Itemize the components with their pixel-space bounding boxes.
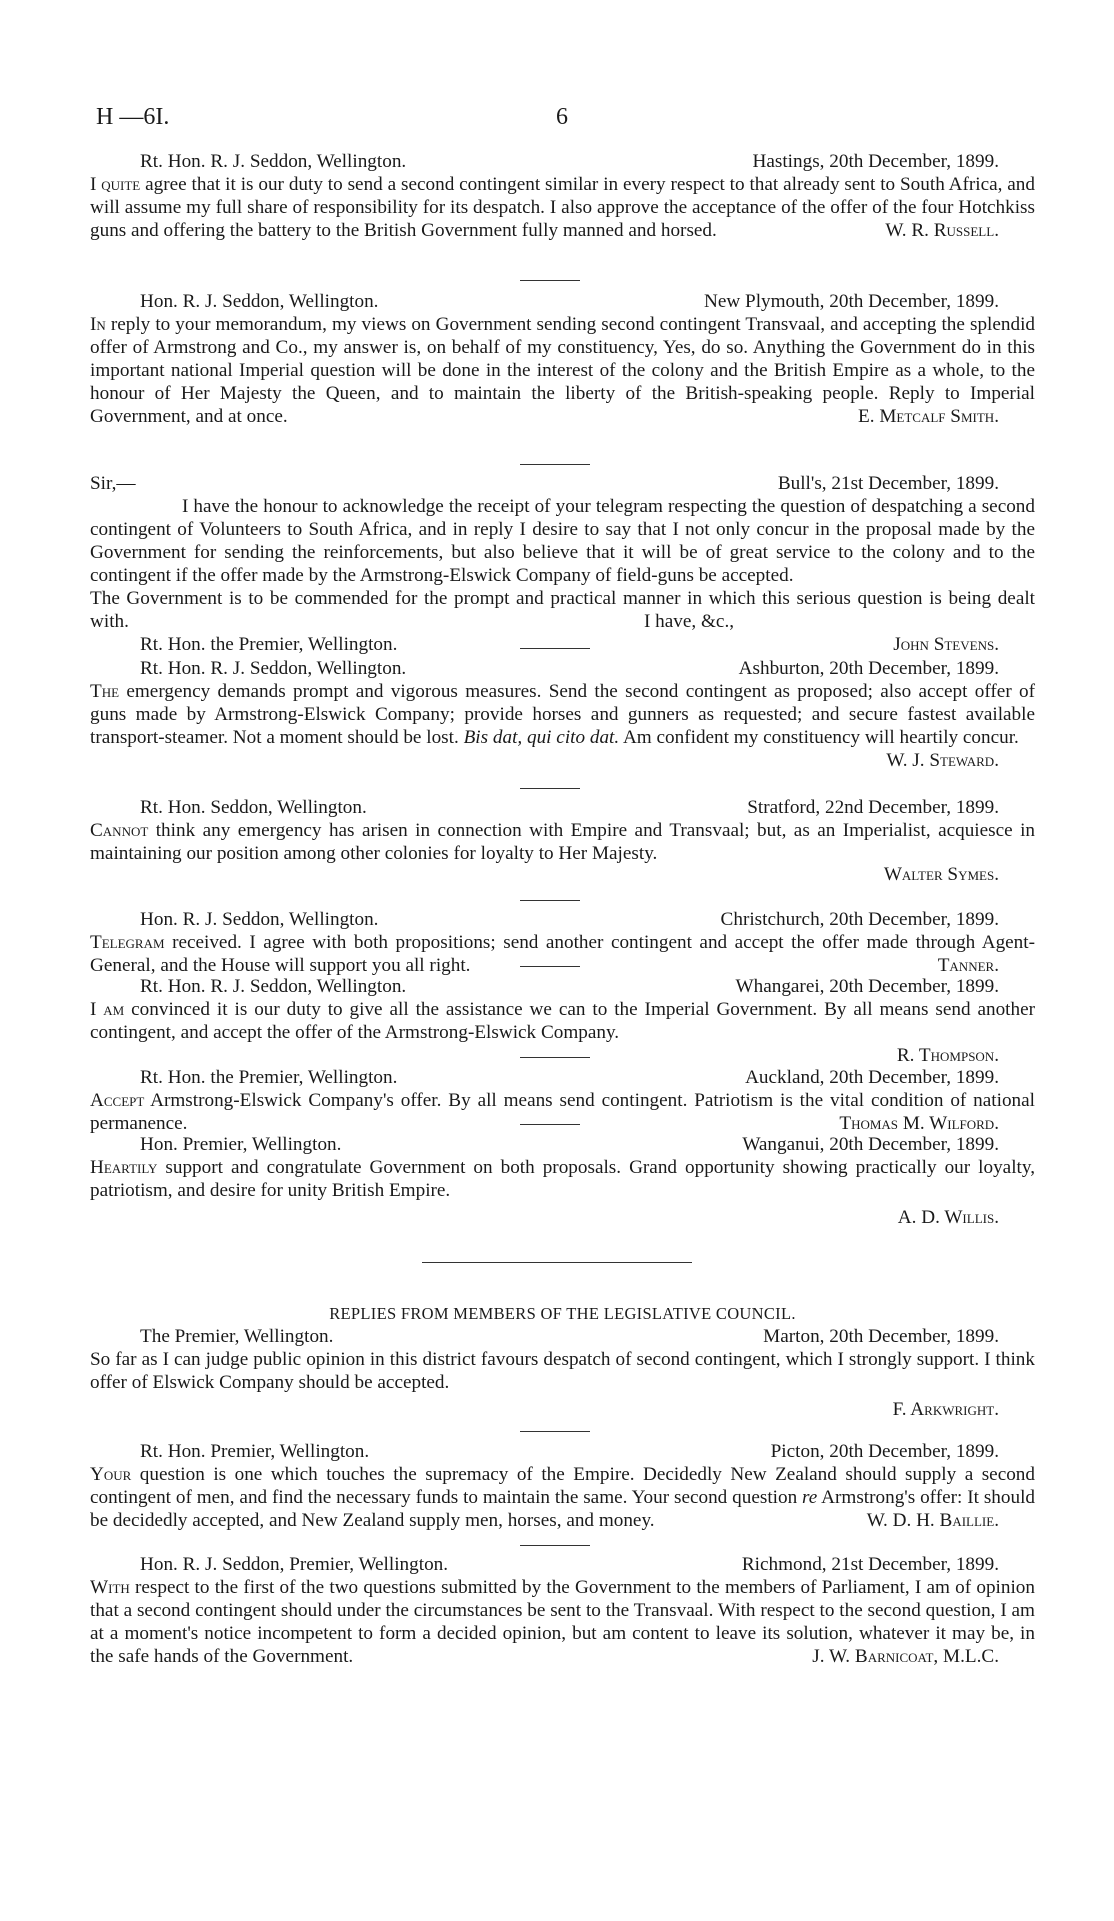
letter-wanganui [90, 1133, 1035, 1229]
place-date: Ashburton, 20th December, 1899. [738, 658, 999, 679]
place-date: Hastings, 20th December, 1899. [752, 151, 999, 172]
section-rule [422, 1262, 692, 1263]
place-date: Christchurch, 20th December, 1899. [720, 909, 999, 930]
place-date: Richmond, 21st December, 1899. [741, 1554, 999, 1575]
letter-whangarei [90, 975, 1035, 1067]
place-date: Picton, 20th December, 1899. [770, 1441, 999, 1462]
letter-richmond [90, 1553, 1035, 1668]
addressee: Hon. Premier, Wellington. [140, 1134, 342, 1155]
letter-picton [90, 1440, 1035, 1532]
addressee: Rt. Hon. R. J. Seddon, Wellington. [140, 658, 407, 679]
signature: W. J. Steward. [886, 750, 999, 771]
letter-body: Heartily support and congratulate Government on both proposals. Grand opportunity showing practically our loyalty, patriotism, and desire for unity British Empire. [90, 1157, 1035, 1201]
letter-body: So far as I can judge public opinion in this district favours despatch of second contingent, which I strongly support. I think offer of Elswick Company should be accepted. [90, 1349, 1035, 1393]
page-number: 6 [556, 104, 568, 130]
letter-marton [90, 1325, 1035, 1421]
place-date: Auckland, 20th December, 1899. [745, 1067, 999, 1088]
divider [520, 280, 580, 281]
letter-ashburton [90, 657, 1035, 772]
divider [520, 464, 590, 465]
divider [520, 1124, 580, 1125]
addressee: Hon. R. J. Seddon, Wellington. [140, 909, 379, 930]
letter-body: Accept Armstrong-Elswick Company's offer. By all means send contingent. Patriotism is the vital condition of national permanence. Thomas M. Wilford. [90, 1090, 1035, 1134]
signature: F. Arkwright. [892, 1399, 999, 1420]
addressee: Rt. Hon. R. J. Seddon, Wellington. [140, 976, 407, 997]
addressee: Hon. R. J. Seddon, Premier, Wellington. [140, 1554, 449, 1575]
closing: I have, &c., [638, 610, 734, 633]
place-date: New Plymouth, 20th December, 1899. [704, 291, 999, 312]
signature: Thomas M. Wilford. [831, 1112, 999, 1135]
divider [520, 1057, 590, 1058]
addressee: Rt. Hon. R. J. Seddon, Wellington. [140, 151, 407, 172]
signature: W. R. Russell. [877, 219, 999, 242]
letter-body: I quite agree that it is our duty to send a second contingent similar in every respect to that already sent to South Africa, and will assume my full share of responsibility for its despatch. I also approve the acceptance of the offer of the four Hotchkiss guns and offering the battery to the British Government fully manned and horsed. W. R. Russell. [90, 174, 1035, 241]
letter-hastings [90, 150, 1035, 242]
place-date: Bull's, 21st December, 1899. [777, 473, 999, 494]
signature: J. W. Barnicoat, M.L.C. [804, 1645, 999, 1668]
letter-paragraph: The Government is to be commended for the prompt and practical manner in which this serious question is being dealt with. [90, 588, 1035, 632]
addressee: The Premier, Wellington. [140, 1326, 334, 1347]
place-date: Whangarei, 20th December, 1899. [735, 976, 999, 997]
letter-paragraph: I have the honour to acknowledge the receipt of your telegram respecting the question of despatching a second contingent of Volunteers to South Africa, and in reply I desire to say that I not only concur in the proposal made by the Government for sending the reinforcements, but also believe that it will be of great service to the colony and to the contingent if the offer made by the Armstrong-Elswick Company of field-guns be accepted. [90, 496, 1035, 586]
letter-body: The emergency demands prompt and vigorous measures. Send the second contingent as proposed; also accept offer of guns made by Armstrong-Elswick Company; provide horses and gunners as requested; and secure fastest available transport-steamer. Not a moment should be lost. Bis dat, qui cito dat. Am confident my constituency will heartily concur. [90, 681, 1035, 748]
addressee: Rt. Hon. the Premier, Wellington. [140, 1067, 398, 1088]
signature: Walter Symes. [883, 864, 999, 885]
addressee: Rt. Hon. Premier, Wellington. [140, 1441, 370, 1462]
letter-body: With respect to the first of the two questions submitted by the Government to the members of Parliament, I am of opinion that a second contingent should under the circumstances be sent to the Transvaal. With respect to the second question, I am at a moment's notice incompetent to form a decided opinion, but am content to leave its solution, whatever it may be, in the safe hands of the Government. J. W. Barnicoat, M.L.C. [90, 1577, 1035, 1667]
letter-body: I am convinced it is our duty to give all the assistance we can to the Imperial Government. By all means send another contingent, and accept the offer of the Armstrong-Elswick Company. [90, 999, 1035, 1043]
letter-body: Telegram received. I agree with both propositions; send another contingent and accept the offer made through Agent-General, and the House will support you all right. Tanner. [90, 932, 1035, 976]
signature: R. Thompson. [896, 1045, 999, 1066]
divider [520, 966, 580, 967]
signature: E. Metcalf Smith. [850, 405, 999, 428]
signature: Tanner. [930, 954, 999, 977]
salutation: Sir,— [90, 473, 136, 494]
addressee: Hon. R. J. Seddon, Wellington. [140, 291, 379, 312]
place-date: Wanganui, 20th December, 1899. [742, 1134, 999, 1155]
letter-bulls [90, 472, 1035, 656]
letter-body: Cannot think any emergency has arisen in connection with Empire and Transvaal; but, as an Imperialist, acquiesce in maintaining our position among other colonies for loyalty to Her Majesty. [90, 820, 1035, 864]
divider [520, 900, 580, 901]
signature: W. D. H. Baillie. [859, 1509, 999, 1532]
divider [520, 648, 590, 649]
place-date: Marton, 20th December, 1899. [763, 1326, 999, 1347]
letter-body: Your question is one which touches the supremacy of the Empire. Decidedly New Zealand should supply a second contingent of men, and find the necessary funds to maintain the same. Your second question re Armstrong's offer: It should be decidedly accepted, and New Zealand supply men, horses, and money. W. D. H. Baillie. [90, 1464, 1035, 1531]
addressee: Rt. Hon. Seddon, Wellington. [140, 797, 367, 818]
divider [520, 1431, 590, 1432]
section-heading: REPLIES FROM MEMBERS OF THE LEGISLATIVE COUNCIL. [329, 1304, 796, 1323]
running-header: H —6I. [96, 104, 170, 130]
addressee: Rt. Hon. the Premier, Wellington. [140, 634, 398, 655]
letter-new-plymouth [90, 290, 1035, 428]
letter-stratford [90, 796, 1035, 886]
signature: John Stevens. [893, 634, 999, 655]
divider [520, 788, 580, 789]
signature: A. D. Willis. [897, 1207, 999, 1228]
place-date: Stratford, 22nd December, 1899. [747, 797, 999, 818]
divider [520, 1545, 590, 1546]
letter-body: In reply to your memorandum, my views on Government sending second contingent Transvaal, and accepting the splendid offer of Armstrong and Co., my answer is, on behalf of my constituency, Yes, do so. Anything the Government do in this important national Imperial question will be done in the interest of the colony and the British Empire as a whole, to the honour of Her Majesty the Queen, and to maintain the liberty of the British-speaking people. Reply to Imperial Government, and at once. E. Metcalf Smith. [90, 314, 1035, 427]
